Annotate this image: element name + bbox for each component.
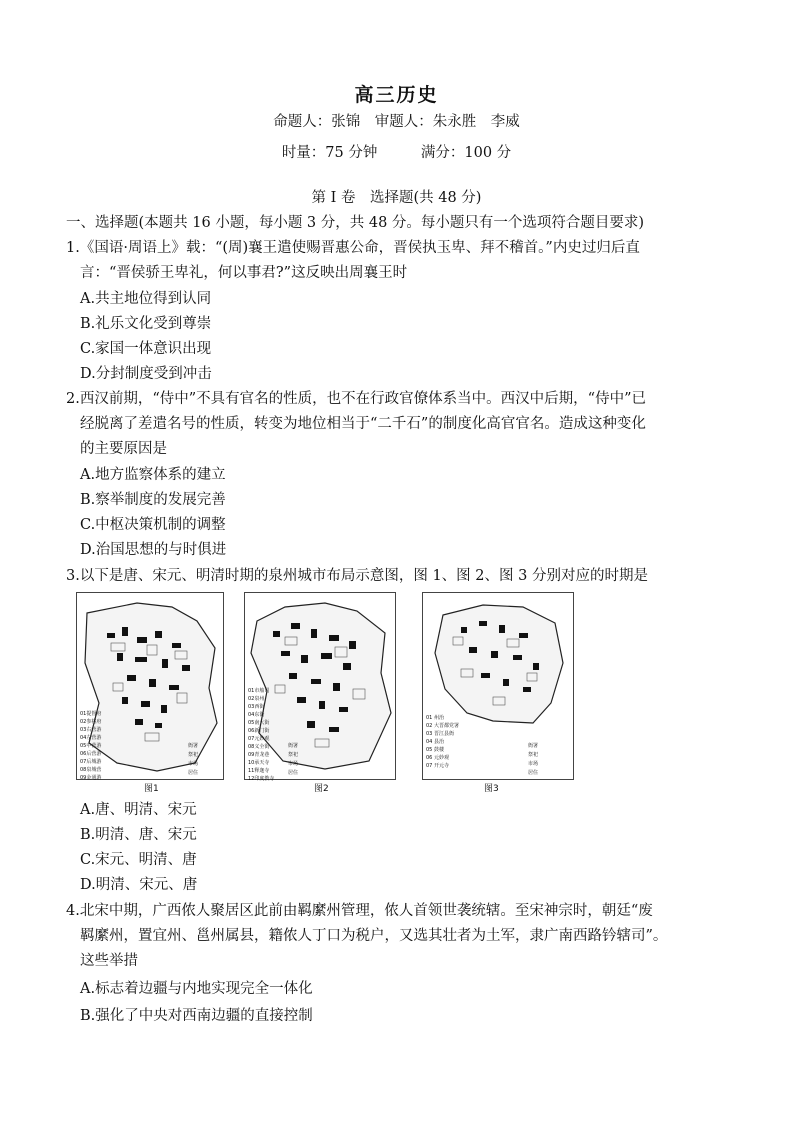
legend-key: 市场 bbox=[188, 761, 199, 767]
legend-item: 09青龙巷 bbox=[248, 752, 270, 758]
figure-1-legend bbox=[80, 710, 101, 782]
q2-option-a[interactable]: A.地方监察体系的建立 bbox=[80, 467, 226, 483]
q1-option-d[interactable]: D.分封制度受到冲击 bbox=[80, 366, 212, 382]
legend-item: 08泉城营 bbox=[80, 767, 102, 773]
legend-item: 08义全街 bbox=[248, 744, 270, 750]
q3-stem-line1: 3.以下是唐、宋元、明清时期的泉州城市布局示意图，图 1、图 2、图 3 分别对应的时期是 bbox=[66, 568, 648, 584]
legend-key: 居住 bbox=[188, 770, 199, 776]
legend-item: 02 大晋都党署 bbox=[426, 723, 459, 729]
figure-2-caption: 图2 bbox=[314, 784, 329, 794]
q4-stem-line1: 4.北宋中期，广西侬人聚居区此前由羁縻州管理，侬人首领世袭统辖。至宋神宗时，朝廷“废 bbox=[66, 903, 653, 919]
legend-key: 居住 bbox=[528, 770, 539, 776]
legend-key: 祭祀 bbox=[188, 752, 199, 758]
legend-item: 06后营游 bbox=[80, 751, 102, 757]
q3-option-b[interactable]: B.明清、唐、宋元 bbox=[80, 827, 197, 843]
legend-item: 07 开元寺 bbox=[426, 763, 449, 769]
legend-item: 01 州治 bbox=[426, 715, 444, 721]
q4-option-a[interactable]: A.标志着边疆与内地实现完全一体化 bbox=[80, 981, 313, 997]
legend-item: 07后城游 bbox=[80, 759, 102, 765]
city-layout-figures bbox=[76, 592, 576, 792]
q1-stem-line1: 1.《国语·周语上》载：“(周)襄王遣使赐晋惠公命，晋侯执玉卑、拜不稽首。”内史过归后直 bbox=[66, 240, 640, 256]
figure-2-legend bbox=[248, 687, 274, 783]
q1-option-b[interactable]: B.礼乐文化受到尊崇 bbox=[80, 316, 212, 332]
legend-item: 02参将府 bbox=[80, 719, 102, 725]
legend-item: 11释迦寺 bbox=[248, 768, 270, 774]
q2-option-b[interactable]: B.察举制度的发展完善 bbox=[80, 492, 226, 508]
legend-item: 03 晋江县衙 bbox=[426, 731, 454, 737]
figure-3-legend bbox=[426, 714, 459, 770]
legend-key: 祭祀 bbox=[528, 752, 539, 758]
legend-key: 衙署 bbox=[188, 743, 199, 749]
legend-key: 市场 bbox=[528, 761, 539, 767]
legend-key: 衙署 bbox=[528, 743, 539, 749]
q1-stem-line2: 言：“晋侯骄王卑礼，何以事君?”这反映出周襄王时 bbox=[80, 265, 408, 281]
legend-item: 12印度教寺 bbox=[248, 776, 275, 782]
legend-item: 05南大街 bbox=[248, 720, 270, 726]
legend-key: 衙署 bbox=[288, 743, 299, 749]
q1-option-c[interactable]: C.家国一体意识出现 bbox=[80, 341, 212, 357]
legend-key: 祭祀 bbox=[288, 752, 299, 758]
authors-line: 命题人：张锦 审题人：朱永胜 李威 bbox=[273, 114, 520, 130]
q3-option-d[interactable]: D.明清、宋元、唐 bbox=[80, 877, 198, 893]
figure-1-caption: 图1 bbox=[144, 784, 159, 794]
q2-stem-line1: 2.西汉前期，“侍中”不具有官名的性质，也不在行政官僚体系当中。西汉中后期，“侍中”已 bbox=[66, 391, 646, 407]
legend-item: 04 县治 bbox=[426, 739, 444, 745]
q2-option-c[interactable]: C.中枢决策机制的调整 bbox=[80, 517, 226, 533]
q3-option-c[interactable]: C.宋元、明清、唐 bbox=[80, 852, 197, 868]
legend-item: 05 鼓楼 bbox=[426, 747, 444, 753]
figure-2-keys bbox=[288, 742, 298, 778]
q4-stem-line3: 这些举措 bbox=[80, 953, 138, 969]
legend-item: 06新门街 bbox=[248, 728, 270, 734]
legend-item: 03右营游 bbox=[80, 727, 102, 733]
legend-item: 06 元妙观 bbox=[426, 755, 449, 761]
legend-item: 10承天寺 bbox=[248, 760, 270, 766]
q2-stem-line2: 经脱离了差遣名号的性质，转变为地位相当于“二千石”的制度化高官官名。造成这种变化 bbox=[80, 416, 646, 432]
legend-key: 市场 bbox=[288, 761, 299, 767]
section-heading: 第 Ⅰ 卷 选择题(共 48 分) bbox=[311, 190, 482, 206]
q2-stem-line3: 的主要原因是 bbox=[80, 441, 167, 457]
q2-option-d[interactable]: D.治国思想的与时俱进 bbox=[80, 542, 227, 558]
figure-3-caption: 图3 bbox=[484, 784, 499, 794]
legend-item: 03西街 bbox=[248, 704, 265, 710]
legend-item: 05中营游 bbox=[80, 743, 102, 749]
legend-item: 01市舶司 bbox=[248, 688, 270, 694]
legend-item: 07元妙观 bbox=[248, 736, 270, 742]
figure-3-keys bbox=[528, 742, 538, 778]
legend-key: 居住 bbox=[288, 770, 299, 776]
page-title: 高三历史 bbox=[354, 84, 439, 106]
legend-item: 09金通游 bbox=[80, 775, 102, 781]
legend-item: 04东街 bbox=[248, 712, 265, 718]
legend-item: 01提督府 bbox=[80, 711, 102, 717]
section-instruction: 一、选择题(本题共 16 小题，每小题 3 分，共 48 分。每小题只有一个选项符合题目要求) bbox=[66, 215, 645, 231]
q4-stem-line2: 羁縻州，置宜州、邕州属县，籍侬人丁口为税户，又选其壮者为土军，隶广南西路钤辖司”。 bbox=[80, 928, 668, 944]
q3-option-a[interactable]: A.唐、明清、宋元 bbox=[80, 802, 197, 818]
legend-item: 04左营游 bbox=[80, 735, 102, 741]
time-score-line: 时量：75 分钟 满分：100 分 bbox=[281, 145, 512, 161]
q4-option-b[interactable]: B.强化了中央对西南边疆的直接控制 bbox=[80, 1008, 313, 1024]
figure-1-keys bbox=[188, 742, 198, 778]
legend-item: 02泉州 bbox=[248, 696, 265, 702]
q1-option-a[interactable]: A.共主地位得到认同 bbox=[80, 291, 212, 307]
